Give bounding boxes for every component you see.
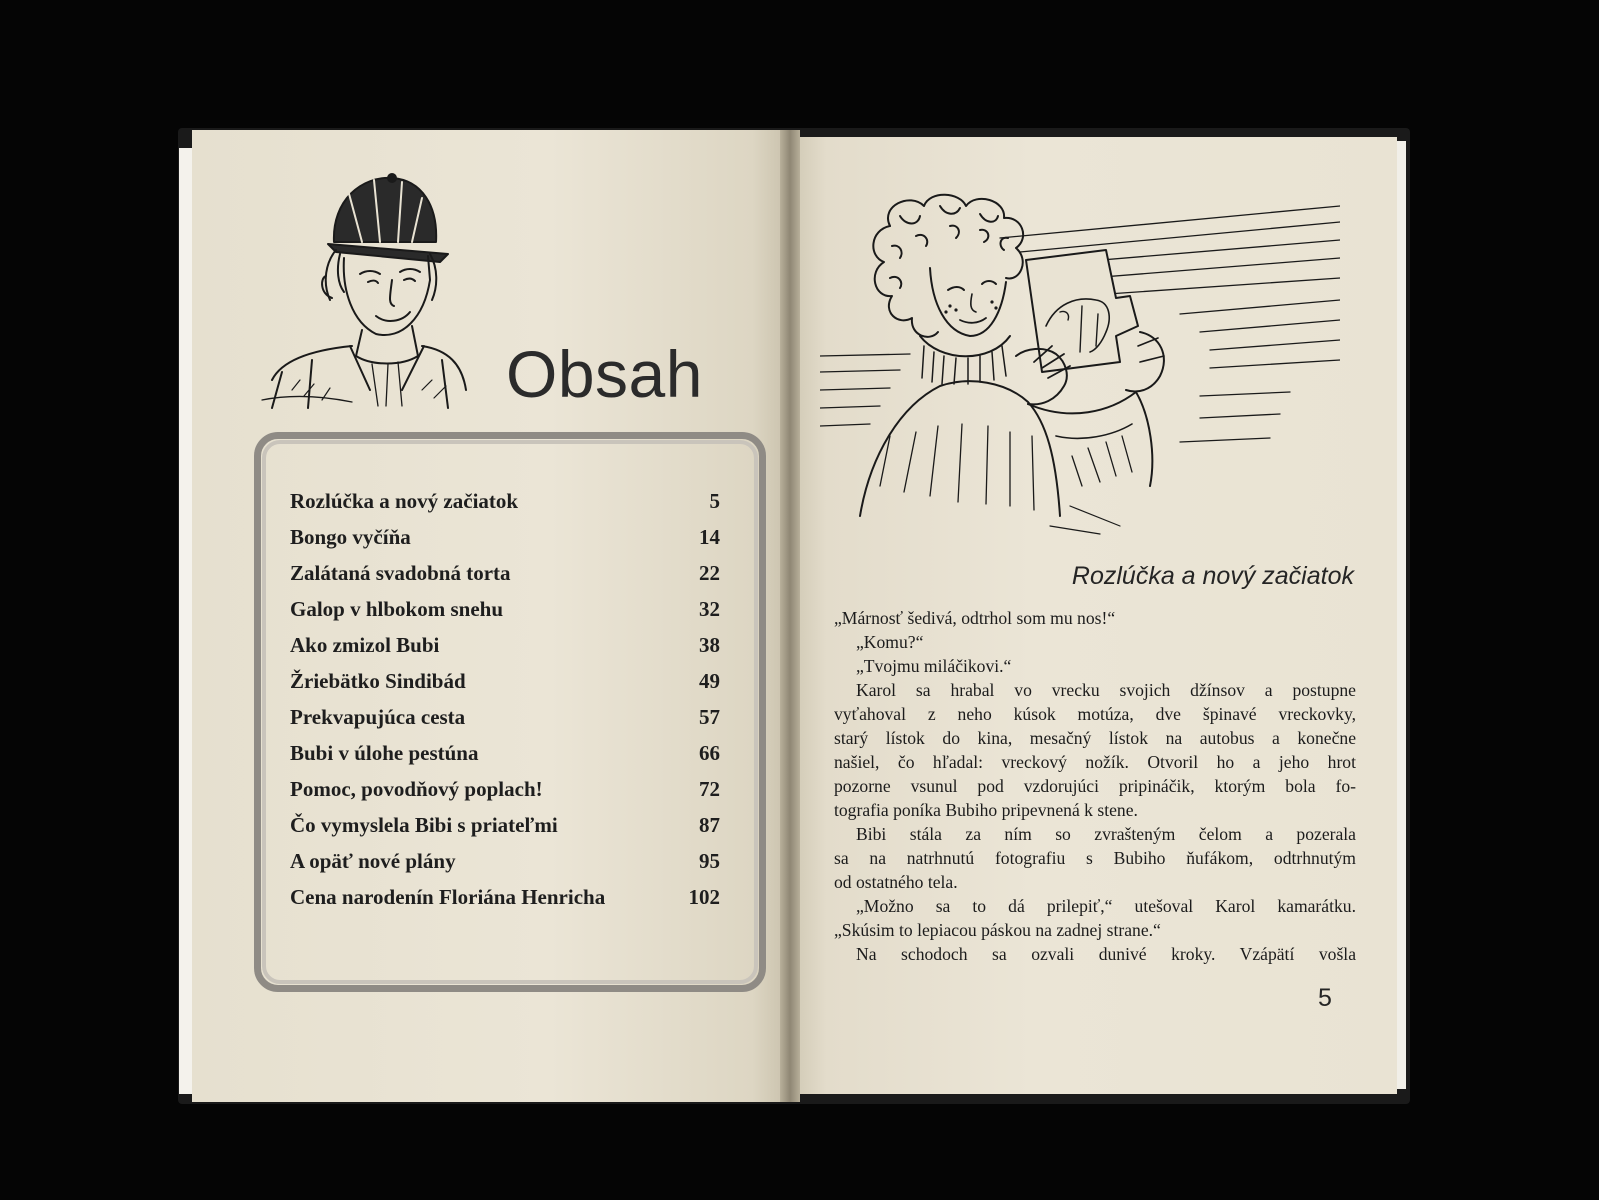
toc-entry-page: 66 bbox=[699, 740, 720, 765]
text-line: našiel, čo hľadal: vreckový nožík. Otvoril ho a jeho hrot bbox=[834, 752, 1356, 772]
page-title: Obsah bbox=[506, 337, 703, 411]
toc-entry-page: 49 bbox=[699, 668, 720, 693]
text-line: tografia poníka Bubiho pripevnená k stene. bbox=[834, 800, 1138, 820]
text-line: Karol sa hrabal vo vrecku svojich džínsov a postupne bbox=[856, 680, 1356, 700]
text-line: „Skúsim to lepiacou páskou na zadnej strane.“ bbox=[834, 920, 1161, 940]
toc-entry[interactable] bbox=[290, 738, 720, 768]
toc-entry-title: Rozlúčka a nový začiatok bbox=[290, 488, 519, 513]
toc-entry-page: 14 bbox=[699, 524, 720, 549]
toc-entry-page: 22 bbox=[699, 560, 720, 585]
text-line: Bibi stála za ním so zvrašteným čelom a pozerala bbox=[856, 824, 1356, 844]
toc-entry[interactable] bbox=[290, 486, 720, 516]
toc-entry-title: Ako zmizol Bubi bbox=[290, 632, 440, 657]
text-line: pozorne vsunul pod vzdorujúci pripináčik, ktorým bola fo- bbox=[834, 776, 1356, 796]
toc-entry-title: Bubi v úlohe pestúna bbox=[290, 740, 479, 765]
toc-entry-title: Prekvapujúca cesta bbox=[290, 704, 466, 729]
toc-entry-title: Zalátaná svadobná torta bbox=[290, 560, 511, 585]
text-line: sa na natrhnutú fotografiu s Bubiho ňufákom, odtrhnutým bbox=[834, 848, 1356, 868]
text-line: „Komu?“ bbox=[856, 632, 924, 652]
book-gutter bbox=[780, 130, 800, 1102]
toc-entry-title: Bongo vyčíňa bbox=[290, 524, 411, 549]
toc-entry[interactable] bbox=[290, 522, 720, 552]
text-line: od ostatného tela. bbox=[834, 872, 958, 892]
toc-entry-page: 57 bbox=[699, 704, 720, 729]
chapter-title: Rozlúčka a nový začiatok bbox=[1071, 562, 1354, 590]
toc-entry[interactable] bbox=[290, 666, 720, 696]
text-line: Na schodoch sa ozvali dunivé kroky. Vzápätí vošla bbox=[856, 944, 1356, 964]
toc-entry-title: Čo vymyslela Bibi s priateľmi bbox=[290, 812, 558, 837]
toc-entry[interactable] bbox=[290, 558, 720, 588]
toc-entry-title: Cena narodenín Floriána Henricha bbox=[290, 884, 606, 909]
toc-entry-page: 102 bbox=[688, 884, 720, 909]
toc-entry[interactable] bbox=[290, 882, 720, 912]
toc-entry[interactable] bbox=[290, 594, 720, 624]
toc-entry-page: 5 bbox=[709, 488, 720, 513]
text-line: „Možno sa to dá prilepiť,“ utešoval Karol kamarátku. bbox=[856, 896, 1356, 916]
toc-entry[interactable] bbox=[290, 810, 720, 840]
toc-entry[interactable] bbox=[290, 846, 720, 876]
girl-with-photo-illustration-icon bbox=[820, 186, 1340, 536]
toc-entry-title: Galop v hlbokom snehu bbox=[290, 596, 503, 621]
page-number: 5 bbox=[1318, 984, 1332, 1012]
toc-entry-title: A opäť nové plány bbox=[290, 848, 456, 873]
text-line: vyťahoval z neho kúsok motúza, dve špinavé vreckovky, bbox=[834, 704, 1356, 724]
toc-entry-page: 95 bbox=[699, 848, 720, 873]
text-line: „Márnosť šedivá, odtrhol som mu nos!“ bbox=[834, 608, 1116, 628]
toc-entry[interactable] bbox=[290, 774, 720, 804]
text-line: „Tvojmu miláčikovi.“ bbox=[856, 656, 1012, 676]
toc-entry-page: 38 bbox=[699, 632, 720, 657]
toc-entry-page: 32 bbox=[699, 596, 720, 621]
toc-entry[interactable] bbox=[290, 702, 720, 732]
toc-entry[interactable] bbox=[290, 630, 720, 660]
text-line: starý lístok do kina, mesačný lístok na autobus a konečne bbox=[834, 728, 1356, 748]
toc-entry-page: 87 bbox=[699, 812, 720, 837]
toc-entry-title: Pomoc, povodňový poplach! bbox=[290, 776, 543, 801]
toc-entry-title: Žriebätko Sindibád bbox=[290, 668, 466, 693]
toc-entry-page: 72 bbox=[699, 776, 720, 801]
rider-illustration-icon bbox=[252, 150, 472, 410]
